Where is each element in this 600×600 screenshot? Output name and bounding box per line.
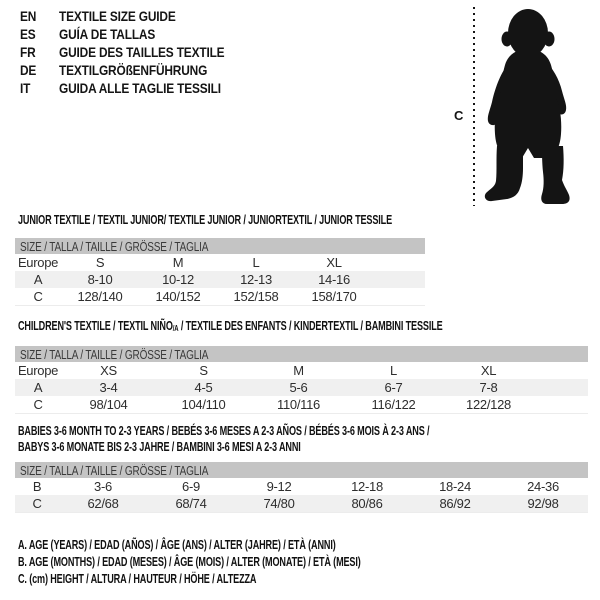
size-header-label: SIZE / TALLA / TAILLE / GRÖSSE / TAGLIA bbox=[20, 463, 209, 478]
size-cell: 14-16 bbox=[295, 271, 373, 288]
size-cell: L bbox=[252, 255, 260, 270]
size-cell: 18-24 bbox=[439, 479, 471, 494]
size-cell: 86/92 bbox=[411, 495, 499, 513]
language-row-fr bbox=[20, 44, 254, 62]
table-row-europe bbox=[15, 362, 588, 379]
legend-line-a: A. AGE (YEARS) / EDAD (AÑOS) / ÂGE (ANS) / ALTER (JAHRE) / ETÀ (ANNI) bbox=[18, 537, 336, 552]
table-row-a bbox=[15, 379, 588, 396]
row-label: C bbox=[15, 495, 59, 513]
size-table-junior bbox=[15, 238, 425, 306]
language-code: IT bbox=[20, 80, 31, 96]
size-cell: 4-5 bbox=[156, 379, 251, 396]
language-code: DE bbox=[20, 62, 37, 78]
table-row-a bbox=[15, 271, 425, 288]
size-cell: 9-12 bbox=[266, 479, 292, 494]
size-header-label: SIZE / TALLA / TAILLE / GRÖSSE / TAGLIA bbox=[20, 239, 209, 254]
table-row-c bbox=[15, 495, 588, 513]
section-title-babies-line2: BABYS 3-6 MONATE BIS 2-3 JAHRE / BAMBINI 3-6 MESI A 2-3 ANNI bbox=[18, 439, 301, 454]
language-row-it bbox=[20, 80, 254, 98]
language-label: GUIDA ALLE TAGLIE TESSILI bbox=[59, 80, 221, 96]
size-cell: 12-18 bbox=[351, 479, 383, 494]
language-label: GUÍA DE TALLAS bbox=[59, 26, 156, 42]
size-cell: 5-6 bbox=[251, 379, 346, 396]
table-row-c bbox=[15, 288, 425, 306]
language-code: EN bbox=[20, 8, 37, 24]
row-label: Europe bbox=[17, 363, 59, 378]
left-leg-foot-shape bbox=[485, 146, 523, 201]
row-label: C bbox=[15, 396, 61, 414]
size-cell: 8-10 bbox=[61, 271, 139, 288]
size-cell: 6-9 bbox=[182, 479, 200, 494]
size-header-row bbox=[15, 462, 588, 478]
row-label: A bbox=[15, 271, 61, 288]
toddler-silhouette-image bbox=[482, 8, 572, 208]
language-code: FR bbox=[20, 44, 36, 60]
size-cell: XL bbox=[480, 363, 497, 378]
size-cell: 98/104 bbox=[61, 396, 156, 414]
size-header-row bbox=[15, 346, 588, 362]
section-title-junior: JUNIOR TEXTILE / TEXTIL JUNIOR/ TEXTILE JUNIOR / JUNIORTEXTIL / JUNIOR TESSILE bbox=[18, 212, 393, 227]
size-cell: XS bbox=[100, 363, 117, 378]
legend bbox=[18, 537, 508, 588]
right-leg-foot-shape bbox=[541, 146, 569, 204]
size-cell: 7-8 bbox=[441, 379, 536, 396]
size-cell: S bbox=[199, 363, 208, 378]
size-cell: 116/122 bbox=[346, 396, 441, 414]
table-row-b bbox=[15, 478, 588, 495]
size-cell: 122/128 bbox=[441, 396, 536, 414]
size-cell: 62/68 bbox=[59, 495, 147, 513]
size-cell: 152/158 bbox=[217, 288, 295, 306]
section-title-children: CHILDREN'S TEXTILE / TEXTIL NIÑO/A / TEXTILE DES ENFANTS / KINDERTEXTIL / BAMBINI TESSILE bbox=[18, 318, 443, 333]
height-dashed-line bbox=[473, 7, 475, 206]
size-cell: 104/110 bbox=[156, 396, 251, 414]
size-cell: 10-12 bbox=[139, 271, 217, 288]
size-cell: 92/98 bbox=[499, 495, 587, 513]
size-cell: 68/74 bbox=[147, 495, 235, 513]
row-label: A bbox=[15, 379, 61, 396]
row-label: Europe bbox=[17, 255, 59, 270]
language-code: ES bbox=[20, 26, 36, 42]
legend-line-c: C. (cm) HEIGHT / ALTURA / HAUTEUR / HÖHE / ALTEZZA bbox=[18, 571, 257, 586]
language-label: TEXTILGRÖßENFÜHRUNG bbox=[59, 62, 208, 78]
size-cell: L bbox=[390, 363, 397, 378]
section-title-babies-line1: BABIES 3-6 MONTH TO 2-3 YEARS / BEBÉS 3-6 MESES A 2-3 AÑOS / BÉBÉS 3-6 MOIS À 2-3 ANS / bbox=[18, 423, 430, 438]
size-header-row bbox=[15, 238, 425, 254]
size-cell: S bbox=[95, 255, 105, 270]
size-cell: 110/116 bbox=[251, 396, 346, 414]
size-cell: 74/80 bbox=[235, 495, 323, 513]
size-cell: 80/86 bbox=[323, 495, 411, 513]
size-cell: 128/140 bbox=[61, 288, 139, 306]
language-row-en bbox=[20, 8, 254, 26]
size-table-babies bbox=[15, 462, 588, 513]
language-row-de bbox=[20, 62, 254, 80]
table-row-c bbox=[15, 396, 588, 414]
size-cell: 158/170 bbox=[295, 288, 373, 306]
torso-shorts-shape bbox=[495, 49, 562, 158]
size-table-children bbox=[15, 346, 588, 414]
legend-line-b: B. AGE (MONTHS) / EDAD (MESES) / ÂGE (MOIS) / ALTER (MONATE) / ETÀ (MESI) bbox=[18, 554, 361, 569]
language-row-es bbox=[20, 26, 254, 44]
size-cell: 6-7 bbox=[346, 379, 441, 396]
size-cell: 24-36 bbox=[527, 479, 559, 494]
size-header-label: SIZE / TALLA / TAILLE / GRÖSSE / TAGLIA bbox=[20, 347, 209, 362]
language-label: GUIDE DES TAILLES TEXTILE bbox=[59, 44, 225, 60]
size-cell: 3-6 bbox=[94, 479, 112, 494]
size-cell: 3-4 bbox=[61, 379, 156, 396]
height-label-c: C bbox=[454, 108, 464, 123]
row-label: B bbox=[32, 479, 42, 494]
size-cell: M bbox=[172, 255, 184, 270]
size-cell: XL bbox=[326, 255, 342, 270]
size-cell: 140/152 bbox=[139, 288, 217, 306]
row-label: C bbox=[15, 288, 61, 306]
size-cell: 12-13 bbox=[217, 271, 295, 288]
size-cell: M bbox=[293, 363, 304, 378]
subscript-a: /A bbox=[172, 323, 179, 333]
section-title-babies bbox=[18, 423, 600, 455]
language-label: TEXTILE SIZE GUIDE bbox=[59, 8, 176, 24]
table-row-europe bbox=[15, 254, 425, 271]
language-list bbox=[20, 8, 254, 98]
